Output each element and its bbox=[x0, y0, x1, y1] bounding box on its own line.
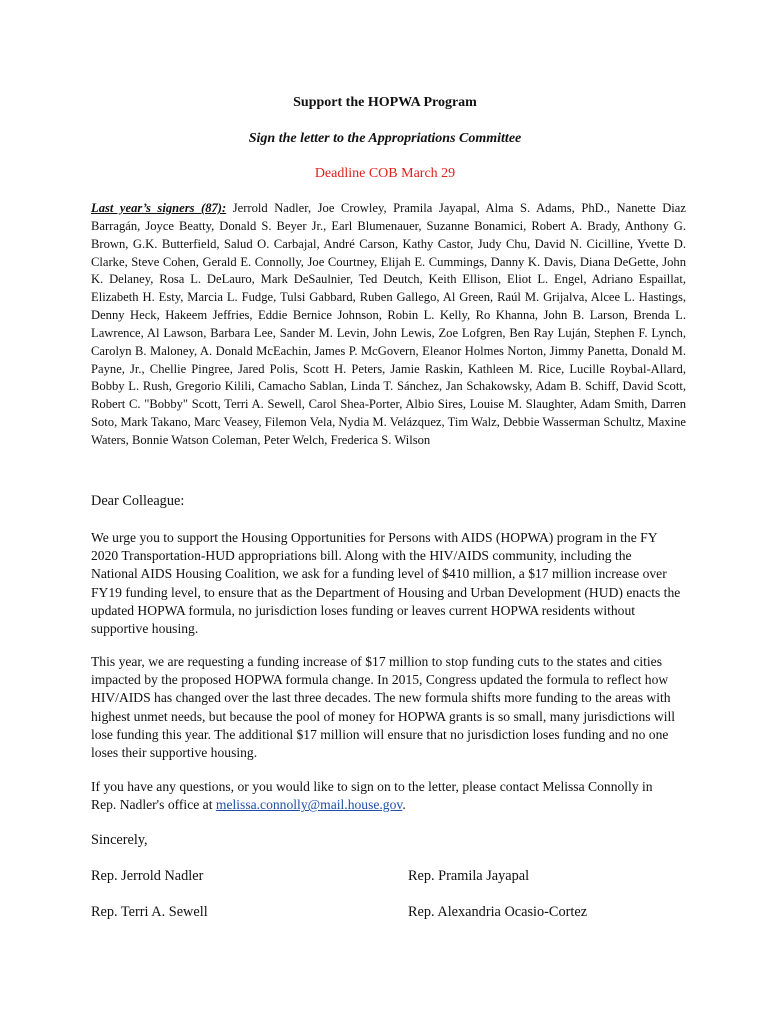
page-subtitle: Sign the letter to the Appropriations Committee bbox=[248, 131, 522, 146]
contact-text: If you have any questions, or you would like to sign on to the letter, please contact Melissa Connolly in Rep. Nadler's office at bbox=[91, 779, 653, 813]
signature-jayapal: Rep. Pramila Jayapal bbox=[408, 868, 530, 884]
signers-paragraph bbox=[91, 200, 686, 450]
signature-ocasio-cortez: Rep. Alexandria Ocasio-Cortez bbox=[408, 904, 588, 920]
signature-nadler: Rep. Jerrold Nadler bbox=[91, 868, 204, 884]
closing: Sincerely, bbox=[91, 832, 148, 848]
deadline-notice: Deadline COB March 29 bbox=[314, 166, 456, 181]
contact-email-link[interactable]: melissa.connolly@mail.house.gov bbox=[215, 797, 403, 813]
contact-text-end: . bbox=[402, 797, 406, 813]
body-paragraph-3 bbox=[91, 778, 681, 814]
body-paragraph-2: This year, we are requesting a funding increase of $17 million to stop funding cuts to the states and cities impacted by the proposed HOPWA formula change. In 2015, Congress updated the formula to reflect how HIV/AIDS has changed over the last three decades. The new formula shifts more funding to the areas with highest unmet needs, but because the pool of money for HOPWA grants is so small, many jurisdictions will lose funding this year. The additional $17 million will ensure that no jurisdiction loses funding and no one loses their supportive housing. bbox=[91, 654, 676, 761]
salutation: Dear Colleague: bbox=[91, 493, 185, 509]
signature-sewell: Rep. Terri A. Sewell bbox=[91, 904, 208, 920]
signers-list: Jerrold Nadler, Joe Crowley, Pramila Jayapal, Alma S. Adams, PhD., Nanette Diaz Barragán, Joyce Beatty, Donald S. Beyer Jr., Earl Blumenauer, Suzanne Bonamici, Robert A. Brady, Anthony G. Brown, G.K. Butterfield, Salud O. Carbajal, André Carson, Kathy Castor, Judy Chu, David N. Cicilline, Yvette D. Clarke, Steve Cohen, Gerald E. Connolly, Joe Courtney, Elijah E. Cummings, Danny K. Davis, Diana DeGette, John K. Delaney, Rosa L. DeLauro, Mark DeSaulnier, Ted Deutch, Keith Ellison, Eliot L. Engel, Adriano Espaillat, Elizabeth H. Esty, Marcia L. Fudge, Tulsi Gabbard, Ruben Gallego, Al Green, Raúl M. Grijalva, Alcee L. Hastings, Denny Heck, Hakeem Jeffries, Eddie Bernice Johnson, Robin L. Kelly, Ro Khanna, John B. Larson, Brenda L. Lawrence, Al Lawson, Barbara Lee, Sander M. Levin, John Lewis, Zoe Lofgren, Ben Ray Luján, Stephen F. Lynch, Carolyn B. Maloney, A. Donald McEachin, James P. McGovern, Eleanor Holmes Norton, Jimmy Panetta, Donald M. Payne, Jr., Chellie Pingree, Jared Polis, Scott H. Peters, Jamie Raskin, Kathleen M. Rice, Lucille Roybal-Allard, Bobby L. Rush, Gregorio Kilili, Camacho Sablan, Linda T. Sánchez, Jan Schakowsky, Adam B. Schiff, David Scott, Robert C. "Bobby" Scott, Terri A. Sewell, Carol Shea-Porter, Albio Sires, Louise M. Slaughter, Adam Smith, Darren Soto, Mark Takano, Marc Veasey, Filemon Vela, Nydia M. Velázquez, Tim Walz, Debbie Wasserman Schultz, Maxine Waters, Bonnie Watson Coleman, Peter Welch, Frederica S. Wilson bbox=[91, 201, 686, 447]
signers-label: Last year’s signers (87): bbox=[91, 201, 227, 215]
page-title: Support the HOPWA Program bbox=[293, 95, 477, 110]
body-paragraph-1: We urge you to support the Housing Opportunities for Persons with AIDS (HOPWA) program in the FY 2020 Transportation-HUD appropriations bill. Along with the HIV/AIDS community, including the National AIDS Housing Coalition, we ask for a funding level of $410 million, a $17 million increase over FY19 funding level, to ensure that as the Department of Housing and Urban Development (HUD) enacts the updated HOPWA formula, no jurisdiction loses funding or leaves current HOPWA residents without supportive housing. bbox=[91, 530, 681, 637]
